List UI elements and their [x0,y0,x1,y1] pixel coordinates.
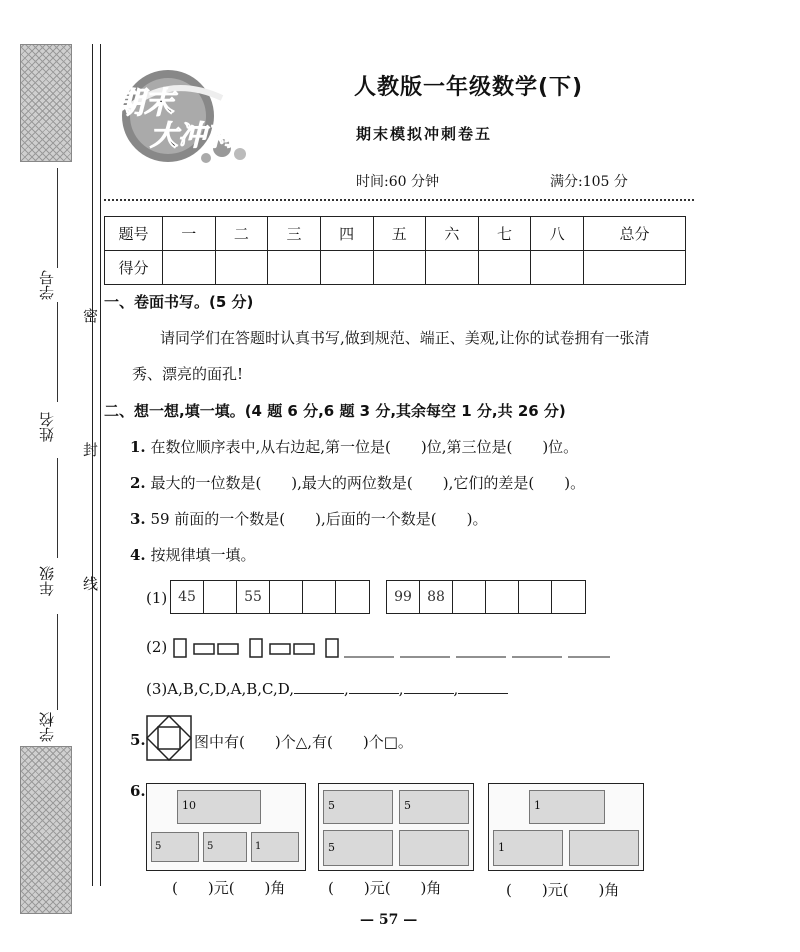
logo [110,68,260,168]
note-value: 5 [207,841,214,852]
question-2 [130,472,585,493]
score-header-cell: 题号 [105,217,163,251]
banknote [399,790,469,824]
tall-rect-shape [326,639,338,657]
question-number: 3. [130,510,146,528]
grade-label: 年级 [38,566,56,596]
money-answer-3: ( )元( )角 [506,881,620,899]
banknote [251,832,299,862]
logo-text-line2: 大冲刺 [150,119,235,152]
money-answer-2: ( )元( )角 [328,879,442,897]
score-header-cell: 一 [163,217,216,251]
banknote [177,790,261,824]
score-header-cell: 五 [373,217,426,251]
binding-line-1 [92,44,93,886]
question-1 [130,436,578,457]
shape-pattern [172,636,612,660]
exam-time: 时间:60 分钟 [356,174,439,190]
score-header-cell: 总分 [584,217,686,251]
wide-rect-shape [194,644,214,654]
tall-rect-shape [250,639,262,657]
score-header-cell: 七 [478,217,531,251]
score-header-cell: 三 [268,217,321,251]
school-label: 学校 [38,712,56,742]
header-divider [104,199,694,201]
money-picture-2 [318,783,474,871]
seal-char-feng: 封 [81,442,99,457]
score-header-cell: 二 [215,217,268,251]
grade-underline [57,458,58,558]
banknote [323,830,393,866]
score-input-cell[interactable] [426,251,479,285]
sequence-cell[interactable] [519,581,552,613]
score-row-label: 得分 [105,251,163,285]
note-value: 5 [404,799,411,812]
sequence-cell[interactable]: 99 [387,581,420,613]
note-value: 1 [255,841,262,852]
note-value: 5 [155,841,162,852]
tall-rect-shape [174,639,186,657]
section1-text-line2: 秀、漂亮的面孔! [132,365,244,383]
score-header-cell: 四 [320,217,373,251]
answer-blank[interactable] [349,680,399,694]
question-number: 4. [130,546,146,564]
note-value: 5 [328,841,335,854]
sequence-cell[interactable] [552,581,585,613]
banknote [203,832,247,862]
money-picture-3 [488,783,644,871]
section2-title: 二、想一想,填一填。(4 题 6 分,6 题 3 分,其余每空 1 分,共 26 分) [104,402,566,420]
score-table-header-row [105,217,686,251]
school-underline [57,614,58,710]
score-header-cell: 八 [531,217,584,251]
binding-line-2 [100,44,101,886]
sequence-cell[interactable] [486,581,519,613]
wide-rect-shape [218,644,238,654]
seal-char-xian: 线 [81,576,99,591]
section1-text-line1: 请同学们在答题时认真书写,做到规范、端正、美观,让你的试卷拥有一张清 [160,329,650,347]
sequence-cell[interactable] [270,581,303,613]
sequence-cell[interactable] [204,581,237,613]
banknote [529,790,605,824]
student-id-underline [57,168,58,268]
q4-3-text: (3)A,B,C,D,A,B,C,D, [146,680,294,698]
question-text: 59 前面的一个数是( ),后面的一个数是( )。 [150,510,488,528]
answer-blank[interactable] [404,680,454,694]
question-6-number: 6. [130,782,146,800]
money-picture-1 [146,783,306,871]
question-5-text: 图中有( )个△,有( )个□。 [194,733,413,751]
q4-2-label: (2) [146,638,168,656]
sequence-cell[interactable]: 45 [171,581,204,613]
sequence-cell[interactable]: 88 [420,581,453,613]
banknote [569,830,639,866]
sequence-cell[interactable] [453,581,486,613]
question-text: 按规律填一填。 [150,546,256,564]
question-text: 最大的一位数是( ),最大的两位数是( ),它们的差是( )。 [150,474,586,492]
sequence-cell[interactable] [336,581,369,613]
question-4-3: (3)A,B,C,D,A,B,C,D, , , , [146,680,508,698]
name-label: 姓名 [38,412,56,442]
question-3 [130,508,488,529]
score-input-cell[interactable] [531,251,584,285]
note-value: 1 [534,799,541,812]
question-text: 在数位顺序表中,从右边起,第一位是( )位,第三位是( )位。 [150,438,579,456]
square-triangle-figure [146,715,192,761]
score-table [104,216,686,285]
question-5-number: 5. [130,731,146,749]
note-value: 10 [182,799,196,812]
margin-hatch-top [20,44,72,162]
score-input-cell[interactable] [478,251,531,285]
question-number: 2. [130,474,146,492]
answer-blank[interactable] [458,680,508,694]
score-input-cell[interactable] [373,251,426,285]
score-table-score-row [105,251,686,285]
banknote [151,832,199,862]
note-value: 1 [498,841,505,854]
score-input-cell[interactable] [268,251,321,285]
q4-1-label: (1) [146,589,168,607]
margin-hatch-bottom [20,746,72,914]
note-value: 5 [328,799,335,812]
banknote [493,830,563,866]
score-header-cell: 六 [426,217,479,251]
student-id-label: 学号 [38,270,56,300]
question-4 [130,544,255,565]
sequence-box-b [386,580,586,614]
seal-char-mi: 密 [81,308,99,323]
score-input-cell[interactable] [584,251,686,285]
sequence-box-a [170,580,370,614]
banknote [323,790,393,824]
score-input-cell[interactable] [215,251,268,285]
banknote [399,830,469,866]
wide-rect-shape [270,644,290,654]
money-answer-1: ( )元( )角 [172,879,286,897]
page-number: — 57 — [360,912,418,928]
exam-full-score: 满分:105 分 [550,174,628,190]
answer-blank[interactable] [294,680,344,694]
score-input-cell[interactable] [163,251,216,285]
section1-title: 一、卷面书写。(5 分) [104,293,254,311]
name-underline [57,302,58,402]
wide-rect-shape [294,644,314,654]
sequence-cell[interactable]: 55 [237,581,270,613]
exam-subtitle: 期末模拟冲刺卷五 [356,125,493,143]
page-title: 人教版一年级数学(下) [354,75,584,100]
sequence-cell[interactable] [303,581,336,613]
logo-text-line1: 期末 [114,86,174,121]
question-number: 1. [130,438,146,456]
score-input-cell[interactable] [320,251,373,285]
